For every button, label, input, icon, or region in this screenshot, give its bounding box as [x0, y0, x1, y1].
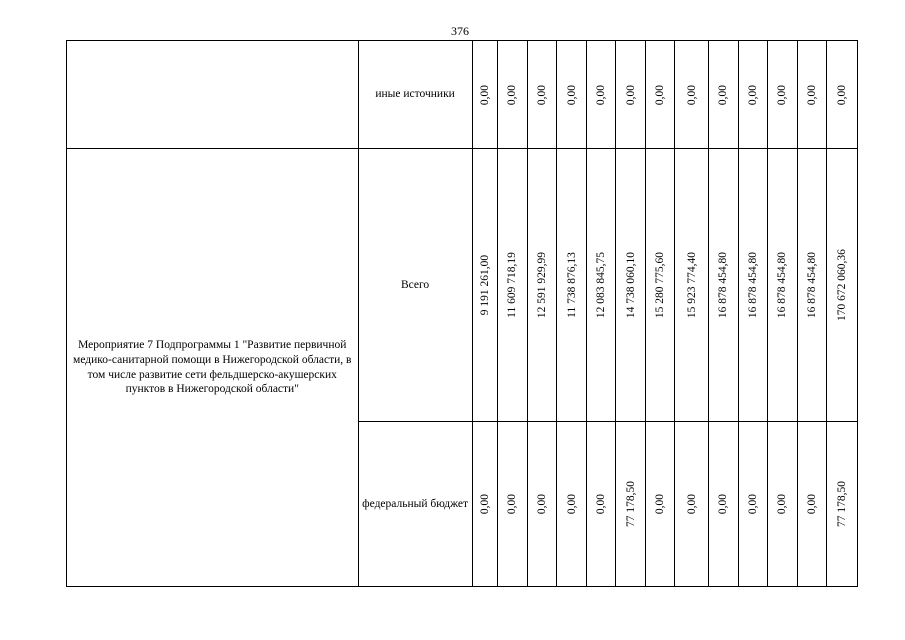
amount-cell — [768, 149, 798, 422]
amount-cell — [797, 149, 827, 422]
amount-value: 0,00 — [746, 84, 759, 105]
amount-value: 0,00 — [685, 84, 698, 105]
page-number: 376 — [451, 24, 469, 38]
amount-value: 9 191 261,00 — [478, 254, 491, 316]
amount-cell — [527, 41, 557, 149]
amount-value: 12 083 845,75 — [595, 252, 608, 319]
amount-value: 0,00 — [776, 493, 789, 515]
amount-value: 0,00 — [624, 84, 637, 105]
amount-cell — [616, 41, 646, 149]
amount-value: 12 591 929,99 — [535, 252, 548, 319]
amount-cell — [709, 422, 739, 587]
amount-value: 77 178,50 — [836, 481, 849, 528]
amount-cell — [645, 41, 675, 149]
amount-cell — [797, 422, 827, 587]
amount-value: 0,00 — [535, 493, 548, 515]
amount-cell — [709, 41, 739, 149]
amount-value: 16 878 454,80 — [776, 252, 789, 319]
amount-value: 16 878 454,80 — [746, 252, 759, 319]
amount-value: 0,00 — [717, 84, 730, 105]
amount-cell — [738, 41, 768, 149]
amount-cell — [768, 422, 798, 587]
event-name-cell — [67, 41, 359, 149]
amount-value: 0,00 — [717, 493, 730, 515]
amount-cell — [675, 422, 709, 587]
amount-value: 0,00 — [836, 84, 849, 105]
amount-cell — [527, 422, 557, 587]
amount-value: 11 738 876,13 — [565, 252, 578, 318]
amount-value: 0,00 — [805, 84, 818, 105]
funding-source-cell: Всего — [358, 149, 472, 422]
amount-value: 16 878 454,80 — [717, 252, 730, 319]
amount-value: 0,00 — [478, 84, 491, 105]
amount-cell — [645, 149, 675, 422]
amount-cell — [675, 41, 709, 149]
budget-table — [66, 40, 858, 587]
amount-cell — [709, 149, 739, 422]
amount-cell — [527, 149, 557, 422]
amount-value: 0,00 — [654, 84, 667, 105]
amount-cell — [586, 149, 616, 422]
event-name-cell: Мероприятие 7 Подпрограммы 1 "Развитие первичной медико-санитарной помощи в Нижегородской области, в том числе развитие сети фельдшерско-акушерских пунктов в Нижегородской области" — [67, 149, 359, 587]
amount-cell — [586, 422, 616, 587]
amount-value: 0,00 — [595, 493, 608, 515]
amount-cell — [827, 422, 858, 587]
amount-cell — [498, 41, 528, 149]
amount-value: 15 923 774,40 — [685, 252, 698, 319]
amount-cell — [557, 149, 587, 422]
funding-source-cell: федеральный бюджет — [358, 422, 472, 587]
amount-value: 0,00 — [506, 493, 519, 515]
amount-value: 77 178,50 — [624, 481, 637, 528]
amount-cell — [472, 41, 497, 149]
amount-cell — [472, 149, 497, 422]
amount-value: 0,00 — [595, 84, 608, 105]
amount-cell — [827, 41, 858, 149]
amount-value: 0,00 — [478, 493, 491, 515]
amount-cell — [738, 149, 768, 422]
amount-value: 0,00 — [654, 493, 667, 515]
amount-value: 0,00 — [506, 84, 519, 105]
amount-value: 0,00 — [746, 493, 759, 515]
table-row — [67, 149, 858, 422]
funding-source-cell: иные источники — [358, 41, 472, 149]
amount-cell — [616, 422, 646, 587]
amount-cell — [827, 149, 858, 422]
amount-value: 0,00 — [685, 493, 698, 515]
amount-value: 16 878 454,80 — [805, 252, 818, 319]
amount-cell — [645, 422, 675, 587]
amount-value: 0,00 — [776, 84, 789, 105]
table-row — [67, 41, 858, 149]
amount-cell — [586, 41, 616, 149]
amount-value: 0,00 — [805, 493, 818, 515]
amount-cell — [498, 149, 528, 422]
amount-value: 15 280 775,60 — [654, 252, 667, 319]
amount-value: 0,00 — [565, 493, 578, 515]
amount-value: 14 738 060,10 — [624, 252, 637, 319]
amount-cell — [616, 149, 646, 422]
amount-cell — [768, 41, 798, 149]
amount-cell — [498, 422, 528, 587]
amount-cell — [738, 422, 768, 587]
amount-cell — [675, 149, 709, 422]
amount-value: 170 672 060,36 — [836, 249, 849, 321]
amount-value: 11 609 718,19 — [506, 252, 519, 318]
amount-value: 0,00 — [535, 84, 548, 105]
amount-cell — [797, 41, 827, 149]
amount-value: 0,00 — [565, 84, 578, 105]
amount-cell — [472, 422, 497, 587]
amount-cell — [557, 41, 587, 149]
amount-cell — [557, 422, 587, 587]
